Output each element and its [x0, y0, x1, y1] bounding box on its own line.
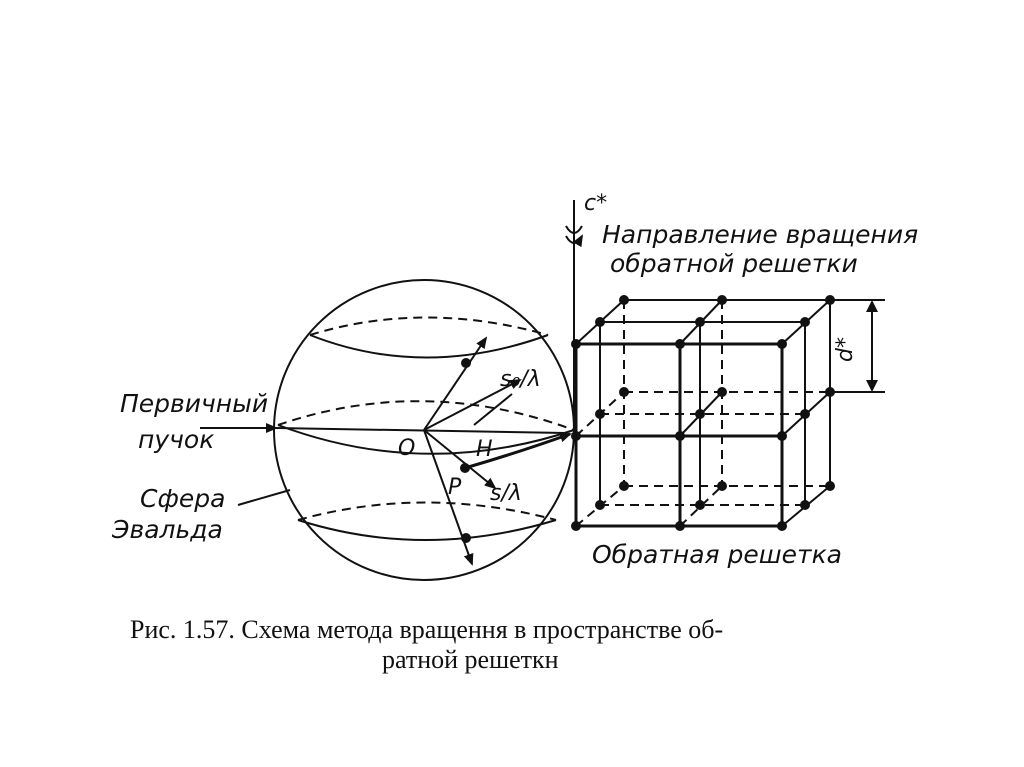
- d-star-label: d*: [833, 337, 858, 362]
- ewald-sphere-label-line2: Эвальда: [112, 515, 223, 544]
- h-vector-label: H: [476, 437, 493, 462]
- primary-beam-axis: [276, 428, 566, 433]
- s-over-lambda-label: s/λ: [490, 481, 522, 506]
- rotation-axis: [566, 200, 582, 428]
- lower-sphere-point: [461, 533, 471, 543]
- figure-caption: Рис. 1.57. Схема метода вращення в пространстве об-: [130, 615, 724, 644]
- primary-beam-label: Первичный: [120, 389, 269, 418]
- reciprocal-lattice: [571, 295, 835, 531]
- reciprocal-lattice-label: Обратная решетка: [592, 540, 842, 569]
- c-star-label: c*: [584, 191, 608, 216]
- rotation-direction-label: Направление вращения: [602, 220, 919, 249]
- upper-sphere-point: [461, 358, 471, 368]
- upper-radial-arrow: [424, 338, 486, 430]
- origin-label: O: [398, 436, 416, 461]
- point-p-label: P: [448, 475, 462, 500]
- point-p-marker: [460, 463, 470, 473]
- primary-beam-label-line2: пучок: [138, 425, 215, 454]
- rotation-direction-label-line2: обратной решетки: [610, 249, 858, 278]
- ewald-sphere-label: Сфера: [140, 484, 226, 513]
- s0-over-lambda-label: s₀/λ: [500, 367, 541, 392]
- sphere-label-leader: [238, 490, 290, 505]
- figure-caption-line2: ратной решеткн: [382, 645, 559, 674]
